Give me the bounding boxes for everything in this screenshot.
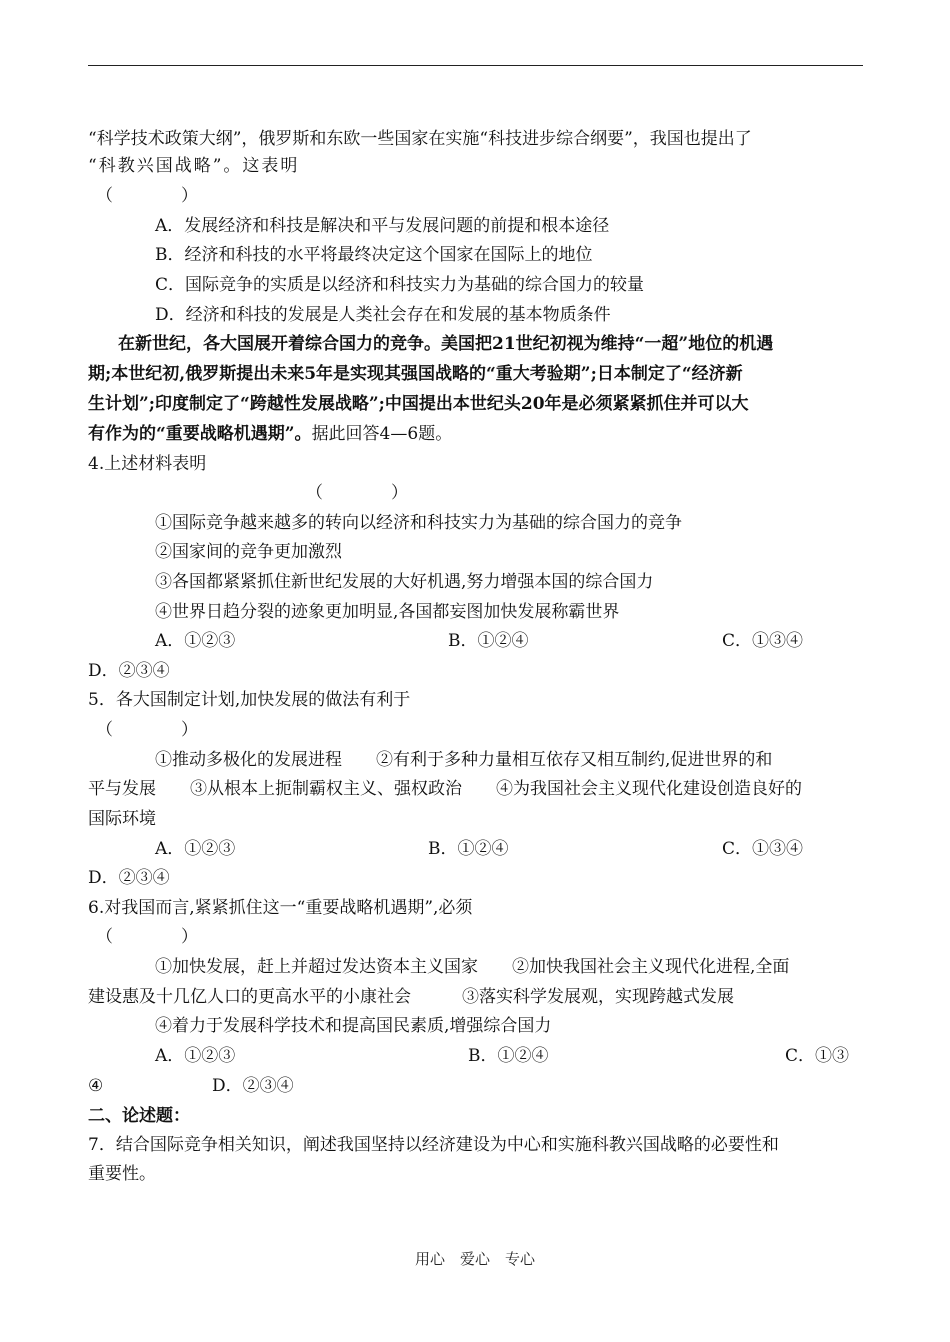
q6-items-line-2: 建设惠及十几亿人口的更高水平的小康社会 ③落实科学发展观，实现跨越式发展 [88, 987, 734, 1007]
q5-items-line-3: 国际环境 [88, 809, 156, 829]
q4-option-b: B．①②④ [448, 631, 529, 651]
q4-item-1: ①国际竞争越来越多的转向以经济和科技实力为基础的综合国力的竞争 [155, 513, 682, 533]
q5-option-b: B．①②④ [428, 839, 509, 859]
q4-item-4: ④世界日趋分裂的迹象更加明显,各国都妄图加快发展称霸世界 [155, 602, 620, 622]
material-line-3: 生计划”;印度制定了“跨越性发展战略”;中国提出本世纪头20年是必须紧紧抓住并可以大 [88, 394, 749, 414]
q4-option-c: C．①③④ [722, 631, 804, 651]
q6-items-line-1: ①加快发展，赶上并超过发达资本主义国家 ②加快我国社会主义现代化进程,全面 [155, 957, 790, 977]
q3-stem-line-2: “科教兴国战略”。这表明 [88, 156, 300, 176]
q4-stem: 4.上述材料表明 [88, 454, 207, 474]
material-line-2: 期;本世纪初,俄罗斯提出未来5年是实现其强国战略的“重大考验期”;日本制定了“经济新 [88, 364, 743, 384]
material-line-4-bold: 有作为的“重要战略机遇期”。 [88, 424, 312, 444]
q5-stem: 5．各大国制定计划,加快发展的做法有利于 [88, 690, 411, 710]
q3-answer-bracket: （ ） [96, 186, 198, 206]
q4-item-2: ②国家间的竞争更加激烈 [155, 542, 342, 562]
q4-item-3: ③各国都紧紧抓住新世纪发展的大好机遇,努力增强本国的综合国力 [155, 572, 654, 592]
header-rule [88, 65, 863, 66]
q6-option-b: B．①②④ [468, 1046, 549, 1066]
q4-option-d: D．②③④ [88, 661, 170, 681]
q3-stem-line-1: “科学技术政策大纲”，俄罗斯和东欧一些国家在实施“科技进步综合纲要”，我国也提出了 [88, 129, 752, 149]
q6-stem: 6.对我国而言,紧紧抓住这一“重要战略机遇期”,必须 [88, 898, 473, 918]
q4-answer-bracket: （ ） [306, 483, 408, 503]
material-instruction: 据此回答4—6题。 [311, 424, 453, 444]
q5-option-d: D．②③④ [88, 868, 170, 888]
q7-stem-line-1: 7．结合国际竞争相关知识，阐述我国坚持以经济建设为中心和实施科教兴国战略的必要性和 [88, 1135, 779, 1155]
q6-option-c-wrap: ④ [88, 1076, 104, 1096]
q6-answer-bracket: （ ） [96, 927, 198, 947]
q5-answer-bracket: （ ） [96, 720, 198, 740]
q6-option-c: C．①③ [785, 1046, 850, 1066]
q4-option-a: A．①②③ [155, 631, 236, 651]
q5-option-a: A．①②③ [155, 839, 236, 859]
q3-option-d: D．经济和科技的发展是人类社会存在和发展的基本物质条件 [155, 305, 611, 325]
material-line-4 [88, 424, 452, 444]
q5-items-line-2: 平与发展 ③从根本上扼制霸权主义、强权政治 ④为我国社会主义现代化建设创造良好的 [88, 779, 802, 799]
q6-item-4: ④着力于发展科学技术和提高国民素质,增强综合国力 [155, 1016, 552, 1036]
q3-option-b: B．经济和科技的水平将最终决定这个国家在国际上的地位 [155, 245, 593, 265]
q7-stem-line-2: 重要性。 [88, 1164, 156, 1184]
q5-option-c: C．①③④ [722, 839, 804, 859]
material-line-1: 在新世纪，各大国展开着综合国力的竞争。美国把21世纪初视为维持“一超”地位的机遇 [118, 334, 774, 354]
q3-option-a: A．发展经济和科技是解决和平与发展问题的前提和根本途径 [155, 216, 610, 236]
q5-items-line-1: ①推动多极化的发展进程 ②有利于多种力量相互依存又相互制约,促进世界的和 [155, 750, 773, 770]
section-heading-essay: 二、论述题： [88, 1106, 190, 1126]
page-footer: 用心 爱心 专心 [414, 1250, 535, 1268]
q6-option-d: D．②③④ [212, 1076, 294, 1096]
q3-option-c: C．国际竞争的实质是以经济和科技实力为基础的综合国力的较量 [155, 275, 645, 295]
q6-option-a: A．①②③ [155, 1046, 236, 1066]
